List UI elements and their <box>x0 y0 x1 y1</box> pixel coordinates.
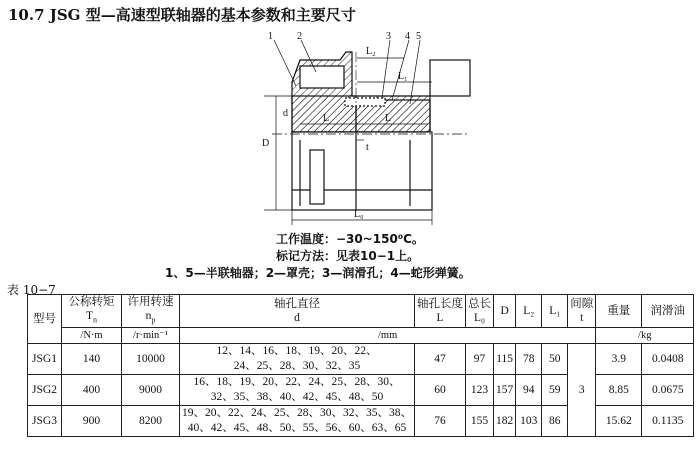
col-l1: L₁ <box>542 295 568 328</box>
callout-5: 5 <box>416 31 421 42</box>
unit-row <box>28 328 694 344</box>
unit-mass: /kg <box>596 328 694 344</box>
callout-1: 1 <box>268 31 273 42</box>
cell-d: 157 <box>494 375 516 406</box>
cell-weight: 15.62 <box>596 406 642 437</box>
cell-l0: 155 <box>466 406 494 437</box>
cell-l1: 59 <box>542 375 568 406</box>
cell-l1: 50 <box>542 344 568 375</box>
cover-flange <box>300 66 344 88</box>
unit-torque: /N·m <box>62 328 122 344</box>
callout-4: 4 <box>405 31 410 42</box>
dim-l1: L₁ <box>398 71 408 82</box>
unit-dims: /mm <box>180 328 596 344</box>
coupling-section <box>272 52 470 214</box>
dim-l2: L₂ <box>366 46 376 57</box>
cell-l0: 97 <box>466 344 494 375</box>
section-heading: 10.7 JSG 型—高速型联轴器的基本参数和主要尺寸 <box>8 6 356 24</box>
col-model: 型号 <box>28 295 62 344</box>
table-caption: 表 10−7 <box>7 283 56 297</box>
cell-l2: 78 <box>516 344 542 375</box>
cell-torque: 900 <box>62 406 122 437</box>
header-row <box>28 295 694 328</box>
cell-model: JSG1 <box>28 344 62 375</box>
cell-torque: 140 <box>62 344 122 375</box>
col-grease: 润滑油 <box>642 295 694 328</box>
right-shaft <box>430 60 470 96</box>
col-l2: L₂ <box>516 295 542 328</box>
col-hub-length: 轴孔长度 L <box>415 295 466 328</box>
cell-grease: 0.1135 <box>642 406 694 437</box>
col-gap: 间隙 t <box>568 295 596 328</box>
cell-d: 115 <box>494 344 516 375</box>
dim-l-right: L <box>385 113 392 124</box>
note-temperature: 工作温度：−30~150⁰C。 <box>276 232 424 246</box>
col-weight: 重量 <box>596 295 642 328</box>
cell-weight: 3.9 <box>596 344 642 375</box>
cell-model: JSG3 <box>28 406 62 437</box>
cell-grease: 0.0675 <box>642 375 694 406</box>
note-parts: 1、5—半联轴器；2—罩壳；3—润滑孔；4—蛇形弹簧。 <box>165 266 471 280</box>
unit-speed: /r·min⁻¹ <box>122 328 180 344</box>
cell-speed: 8200 <box>122 406 180 437</box>
cell-l2: 94 <box>516 375 542 406</box>
cell-l2: 103 <box>516 406 542 437</box>
cell-l: 60 <box>415 375 466 406</box>
col-speed: 许用转速 $n_p$ <box>122 295 180 328</box>
cell-speed: 9000 <box>122 375 180 406</box>
col-torque: 公称转矩 $T_n$ <box>62 295 122 328</box>
cell-bore: 16、18、19、20、22、24、25、28、30、 32、35、38、40、42、45、48、50 <box>180 375 415 406</box>
cell-l1: 86 <box>542 406 568 437</box>
note-marking: 标记方法：见表10−1上。 <box>276 249 420 263</box>
dim-t: t <box>366 142 369 153</box>
cell-l0: 123 <box>466 375 494 406</box>
col-bore: 轴孔直径 d <box>180 295 415 328</box>
callout-3: 3 <box>386 31 391 42</box>
cell-torque: 400 <box>62 375 122 406</box>
lower-bolt <box>310 150 324 204</box>
col-d: D <box>494 295 516 328</box>
cell-l: 47 <box>415 344 466 375</box>
dim-big-d: D <box>262 138 270 149</box>
cell-l: 76 <box>415 406 466 437</box>
table-row <box>28 344 694 375</box>
cell-gap: 3 <box>568 344 596 437</box>
dim-l0: L₀ <box>354 209 364 220</box>
dim-small-d: d <box>283 108 288 119</box>
cell-bore: 12、14、16、18、19、20、22、 24、25、28、30、32、35 <box>180 344 415 375</box>
callout-2: 2 <box>297 31 302 42</box>
cell-speed: 10000 <box>122 344 180 375</box>
cell-weight: 8.85 <box>596 375 642 406</box>
cell-bore: 19、20、22、24、25、28、30、32、35、38、 40、42、45、48、50、55、56、60、63、65 <box>180 406 415 437</box>
cell-d: 182 <box>494 406 516 437</box>
dim-l-left: L <box>323 113 330 124</box>
grid-spring <box>345 98 385 106</box>
col-total-length: 总长 L₀ <box>466 295 494 328</box>
spec-table <box>27 294 694 437</box>
cell-model: JSG2 <box>28 375 62 406</box>
cell-grease: 0.0408 <box>642 344 694 375</box>
